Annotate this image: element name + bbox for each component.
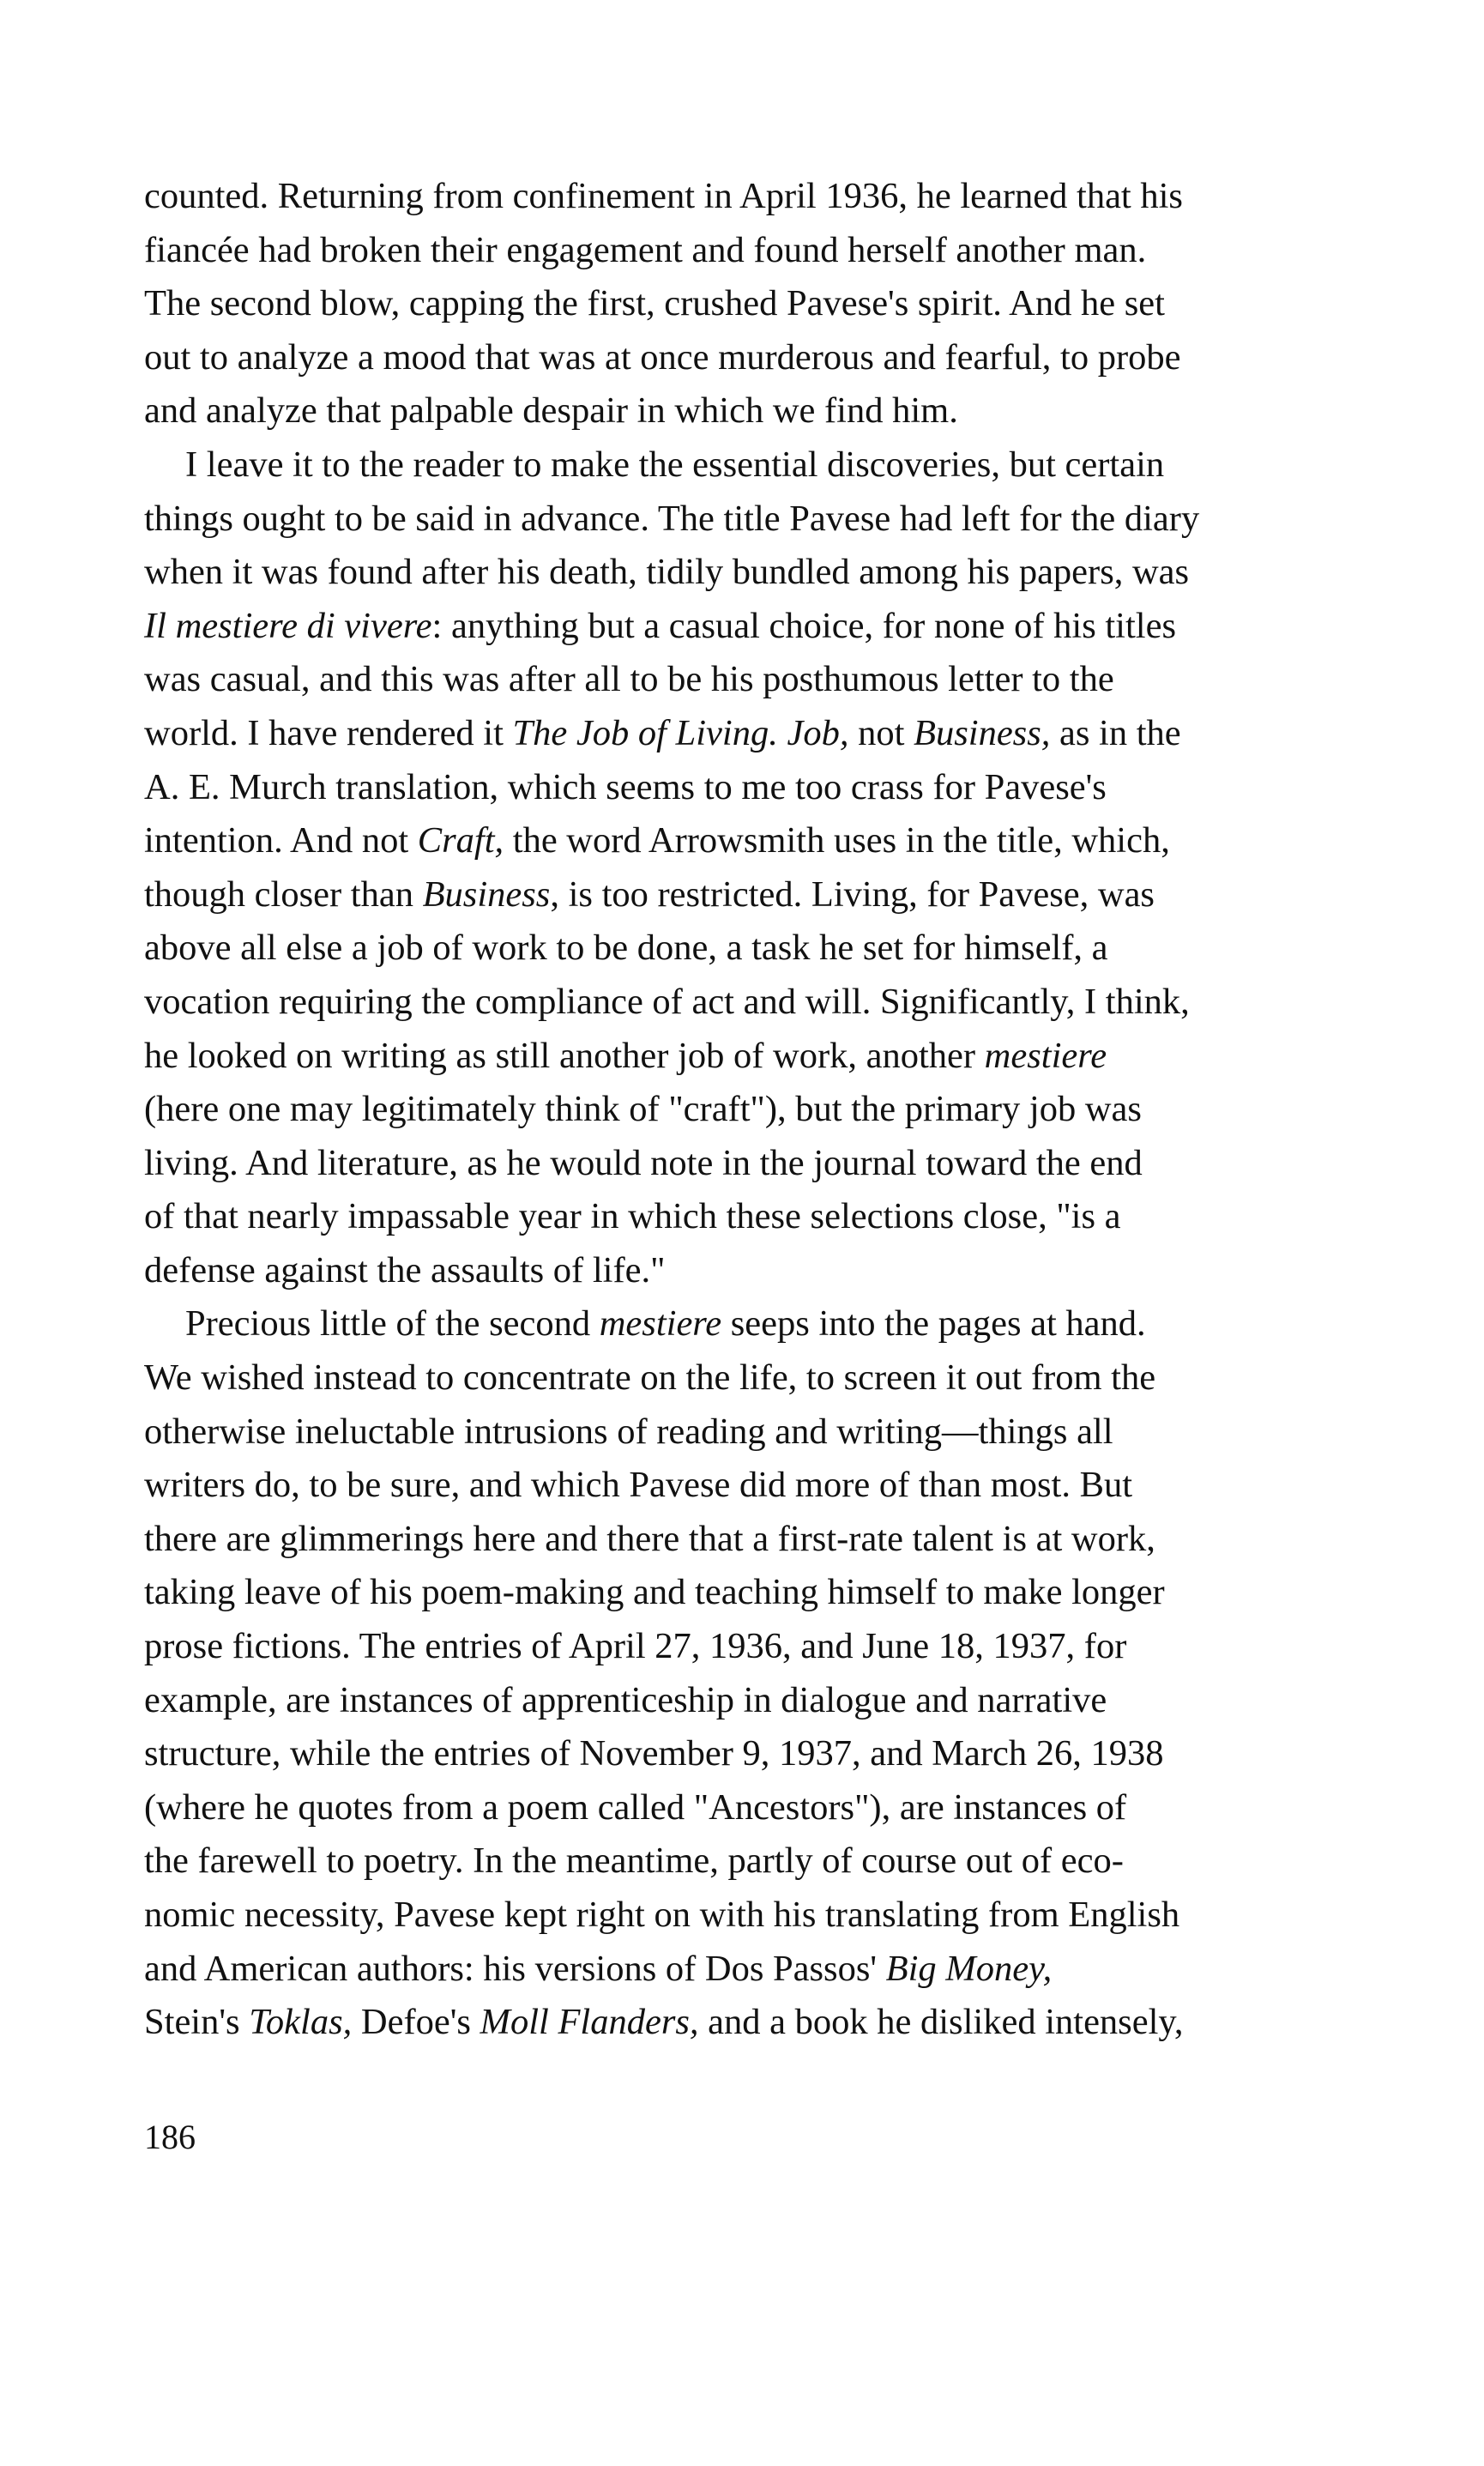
italic-span: mestiere <box>984 1035 1107 1076</box>
text-span: and a book he disliked intensely, <box>698 2002 1184 2043</box>
text-line: taking leave of his poem-making and teaching himself to make longer <box>144 1572 1165 1613</box>
text-line: and analyze that palpable despair in which we find him. <box>144 390 958 432</box>
text-span: , is too restricted. Living, for Pavese, was <box>550 873 1155 915</box>
text-line: the farewell to poetry. In the meantime, partly of course out of eco- <box>144 1840 1124 1882</box>
text-line: when it was found after his death, tidily bundled among his papers, was <box>144 552 1190 593</box>
text-span: : anything but a casual choice, for none of his titles <box>431 605 1177 646</box>
text-line: there are glimmerings here and there that a first-rate talent is at work, <box>144 1518 1155 1559</box>
text-span: though closer than <box>144 873 423 915</box>
text-span: the word Arrowsmith uses in the title, which, <box>504 820 1170 861</box>
paragraph-start-line: I leave it to the reader to make the essential discoveries, but certain <box>185 444 1165 485</box>
text-span: Defoe's <box>352 2002 480 2043</box>
text-line: We wished instead to concentrate on the life, to screen it out from the <box>144 1357 1156 1399</box>
italic-span: The Job of Living. Job, <box>512 712 849 753</box>
paragraph-start-line <box>144 1297 1311 1351</box>
text-span: Precious little of the second <box>185 1303 600 1345</box>
text-line: defense against the assaults of life." <box>144 1249 666 1290</box>
text-span: not <box>848 712 914 753</box>
italic-span: Business, <box>914 712 1051 753</box>
page-number: 186 <box>144 2118 196 2156</box>
italic-span: Toklas, <box>249 2002 353 2043</box>
text-line <box>144 600 1311 654</box>
text-line <box>144 814 1311 868</box>
text-line: nomic necessity, Pavese kept right on with his translating from English <box>144 1895 1180 1935</box>
text-line: living. And literature, as he would note in the journal toward the end <box>144 1142 1143 1183</box>
book-title-italic: Il mestiere di vivere <box>144 605 432 646</box>
text-line: example, are instances of apprenticeship in dialogue and narrative <box>144 1679 1107 1720</box>
text-line: vocation requiring the compliance of act and will. Significantly, I think, <box>144 981 1190 1022</box>
text-span: seeps into the pages at hand. <box>721 1303 1146 1345</box>
text-line <box>144 1030 1311 1084</box>
text-line: A. E. Murch translation, which seems to me too crass for Pavese's <box>144 766 1107 807</box>
text-line: prose fictions. The entries of April 27, 1936, and June 18, 1937, for <box>144 1626 1127 1667</box>
text-line: of that nearly impassable year in which these selections close, "is a <box>144 1196 1121 1237</box>
text-line <box>144 1943 1311 1997</box>
text-span: world. I have rendered it <box>144 712 513 753</box>
text-span: as in the <box>1050 712 1181 753</box>
text-line: out to analyze a mood that was at once murderous and fearful, to probe <box>144 336 1181 378</box>
text-line: writers do, to be sure, and which Pavese did more of than most. But <box>144 1465 1133 1506</box>
italic-span: Moll Flanders, <box>480 2002 699 2043</box>
italic-span: Big Money, <box>885 1948 1053 1989</box>
text-line: (here one may legitimately think of "craft"), but the primary job was <box>144 1089 1142 1130</box>
text-line <box>144 707 1311 761</box>
text-line: (where he quotes from a poem called "Ancestors"), are instances of <box>144 1786 1127 1828</box>
text-span: he looked on writing as still another job of work, another <box>144 1035 985 1076</box>
text-line: counted. Returning from confinement in April 1936, he learned that his <box>144 176 1183 216</box>
italic-span: Business <box>422 873 551 915</box>
italic-span: Craft, <box>417 820 504 861</box>
text-line: above all else a job of work to be done, a task he set for himself, a <box>144 928 1108 969</box>
text-line: The second blow, capping the first, crushed Pavese's spirit. And he set <box>144 283 1165 324</box>
text-span: and American authors: his versions of Dos Passos' <box>144 1948 886 1989</box>
text-line: structure, while the entries of November 9, 1937, and March 26, 1938 <box>144 1733 1164 1774</box>
text-span: Stein's <box>144 2002 250 2043</box>
text-span: intention. And not <box>144 820 418 861</box>
text-line: otherwise ineluctable intrusions of reading and writing—things all <box>144 1411 1113 1452</box>
body-text <box>144 170 1311 2050</box>
text-line: was casual, and this was after all to be his posthumous letter to the <box>144 659 1114 700</box>
text-line <box>144 1996 1311 2050</box>
text-line: things ought to be said in advance. The title Pavese had left for the diary <box>144 498 1200 539</box>
text-line: fiancée had broken their engagement and found herself another man. <box>144 229 1147 270</box>
text-line <box>144 868 1311 922</box>
italic-span: mestiere <box>599 1303 722 1345</box>
